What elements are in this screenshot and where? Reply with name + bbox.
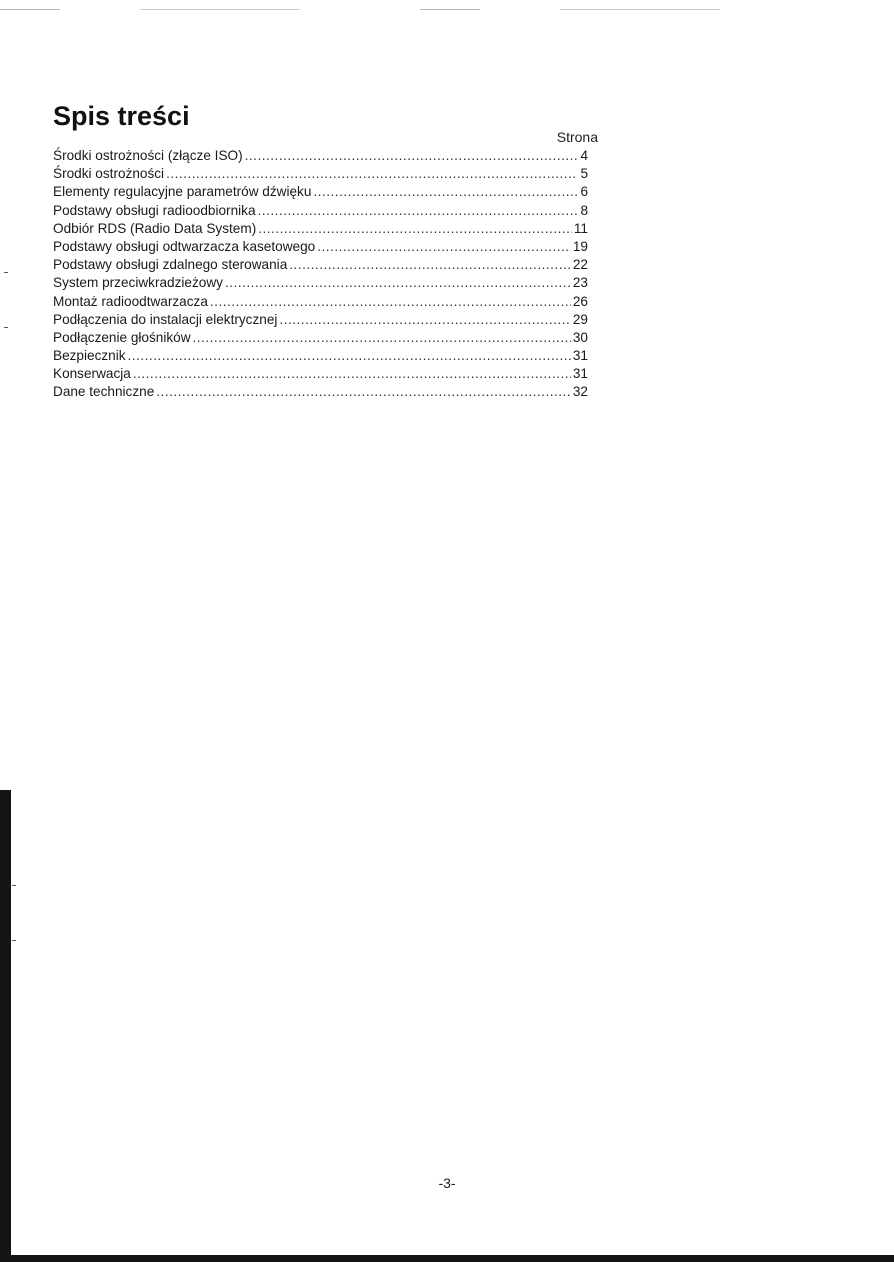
toc-entry-page: 29 [572, 311, 588, 327]
toc-leader-dots [317, 238, 571, 256]
toc-leader-dots [258, 220, 572, 238]
scan-artifact-top [0, 9, 780, 10]
toc-entry-title: Montaż radioodtwarzacza [53, 293, 208, 309]
toc-entry-title: Dane techniczne [53, 384, 155, 400]
toc-leader-dots [128, 347, 571, 365]
toc-entry[interactable] [53, 183, 588, 201]
toc-entry-page: 31 [572, 366, 588, 382]
toc-entry[interactable] [53, 220, 588, 238]
toc-entry[interactable] [53, 311, 588, 329]
scan-artifact-bottom-edge [0, 1255, 894, 1262]
toc-entry[interactable] [53, 202, 588, 220]
toc-entry-page: 31 [572, 348, 588, 364]
page-title: Spis treści [53, 101, 190, 131]
toc-entry-title: Podstawy obsługi odtwarzacza kasetowego [53, 238, 316, 254]
toc-leader-dots [279, 311, 570, 329]
toc-entry[interactable] [53, 293, 588, 311]
toc-entry-title: Konserwacja [53, 366, 131, 382]
toc-leader-dots [313, 183, 577, 201]
toc-leader-dots [156, 383, 571, 401]
toc-entry-page: 23 [572, 275, 588, 291]
toc-entry-title: Odbiór RDS (Radio Data System) [53, 220, 257, 236]
toc-entry-page: 22 [572, 257, 588, 273]
toc-entry-page: 4 [580, 148, 588, 163]
toc-entry-page: 8 [580, 202, 588, 218]
page-column-header: Strona [556, 129, 598, 145]
scan-artifact-left-edge [0, 790, 11, 1262]
toc-entry-page: 11 [573, 220, 588, 236]
toc-entry[interactable] [53, 256, 588, 274]
toc-leader-dots [210, 293, 571, 311]
toc-entry[interactable] [53, 383, 588, 401]
toc-entry-page: 26 [572, 293, 588, 309]
toc-entry-title: Podłączenia do instalacji elektrycznej [53, 311, 278, 327]
toc-leader-dots [193, 329, 571, 347]
toc-entry-page: 32 [572, 384, 588, 400]
page-number: -3- [438, 1175, 456, 1191]
toc-entry-page: 6 [580, 184, 588, 200]
toc-entry-title: System przeciwkradzieżowy [53, 275, 223, 291]
toc-entry-page: 30 [572, 329, 588, 345]
toc-entry-title: Środki ostrożności [53, 166, 165, 182]
toc-entry-title: Podstawy obsługi radioodbiornika [53, 202, 256, 218]
scan-speck [12, 885, 16, 886]
toc-entry[interactable] [53, 238, 588, 256]
toc-leader-dots [166, 165, 577, 183]
toc-entry[interactable] [53, 329, 588, 347]
toc-entry-page: 5 [580, 166, 588, 182]
toc-entry[interactable] [53, 274, 588, 292]
toc-entry[interactable] [53, 347, 588, 365]
toc-entry-title: Elementy regulacyjne parametrów dźwięku [53, 184, 312, 200]
toc-leader-dots [133, 365, 571, 383]
toc-entry[interactable] [53, 147, 588, 165]
toc-leader-dots [225, 274, 571, 292]
toc-leader-dots [245, 147, 577, 165]
toc-entry-title: Środki ostrożności (złącze ISO) [53, 148, 243, 163]
table-of-contents [53, 147, 588, 402]
scan-speck [4, 327, 8, 328]
toc-entry[interactable] [53, 365, 588, 383]
toc-leader-dots [258, 202, 577, 220]
toc-entry[interactable] [53, 165, 588, 183]
toc-entry-title: Podłączenie głośników [53, 329, 191, 345]
toc-entry-title: Bezpiecznik [53, 348, 126, 364]
scan-speck [4, 272, 8, 273]
toc-leader-dots [289, 256, 571, 274]
toc-entry-page: 19 [572, 238, 588, 254]
toc-entry-title: Podstawy obsługi zdalnego sterowania [53, 257, 288, 273]
scan-speck [12, 940, 16, 941]
